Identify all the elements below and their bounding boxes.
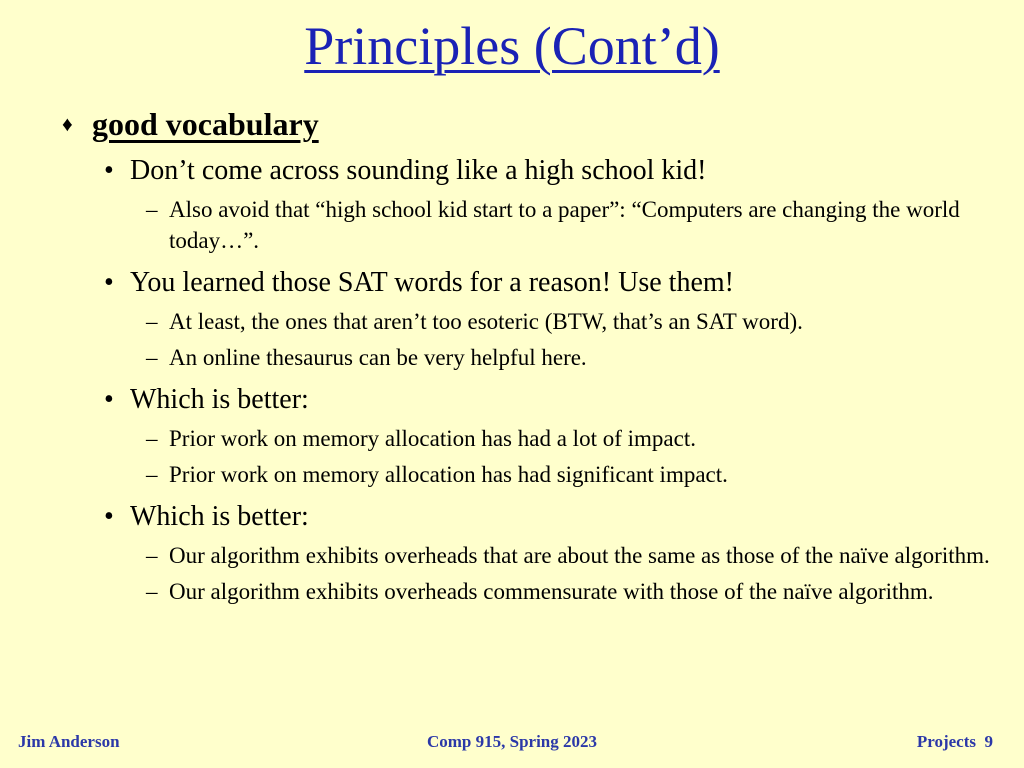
round-bullet-icon: • bbox=[104, 155, 114, 186]
bullet-level3 bbox=[146, 576, 1024, 607]
diamond-bullet-icon: ♦ bbox=[62, 112, 73, 136]
bullet-level3-label: At least, the ones that aren’t too esoteric (BTW, that’s an SAT word). bbox=[169, 309, 803, 334]
bullet-level3 bbox=[146, 459, 1024, 490]
bullet-level3 bbox=[146, 194, 1024, 256]
footer-page-number: Projects 9 bbox=[916, 732, 993, 751]
page-title bbox=[0, 18, 1024, 75]
bullet-level3-label: An online thesaurus can be very helpful here. bbox=[169, 345, 587, 370]
dash-bullet-icon: – bbox=[146, 345, 158, 370]
footer-author: Jim Anderson bbox=[18, 732, 120, 751]
bullet-level3 bbox=[146, 540, 1024, 571]
bullet-level2-label: Which is better: bbox=[130, 384, 309, 415]
bullet-level1-label: good vocabulary bbox=[92, 106, 319, 142]
slide-footer bbox=[0, 732, 1024, 756]
bullet-level2-label: Which is better: bbox=[130, 501, 309, 532]
page-title-text: Principles (Cont’d) bbox=[304, 16, 720, 76]
bullet-level3-label: Prior work on memory allocation has had a lot of impact. bbox=[169, 426, 696, 451]
bullet-level3-label: Also avoid that “high school kid start to a paper”: “Computers are changing the world today…”. bbox=[169, 197, 960, 253]
bullet-level3 bbox=[146, 423, 1024, 454]
dash-bullet-icon: – bbox=[146, 426, 158, 451]
dash-bullet-icon: – bbox=[146, 462, 158, 487]
bullet-level3 bbox=[146, 306, 1024, 337]
round-bullet-icon: • bbox=[104, 501, 114, 532]
bullet-level2 bbox=[104, 264, 1024, 301]
bullet-level2-label: Don’t come across sounding like a high school kid! bbox=[130, 155, 707, 186]
bullet-level3-label: Our algorithm exhibits overheads commensurate with those of the naïve algorithm. bbox=[169, 579, 934, 604]
round-bullet-icon: • bbox=[104, 384, 114, 415]
bullet-level2-label: You learned those SAT words for a reason! Use them! bbox=[130, 267, 734, 298]
dash-bullet-icon: – bbox=[146, 309, 158, 334]
bullet-level3-label: Our algorithm exhibits overheads that are about the same as those of the naïve algorithm. bbox=[169, 543, 990, 568]
bullet-level2 bbox=[104, 381, 1024, 418]
bullet-level3 bbox=[146, 342, 1024, 373]
slide-body bbox=[0, 104, 1024, 607]
bullet-level2 bbox=[104, 498, 1024, 535]
bullet-level2 bbox=[104, 152, 1024, 189]
dash-bullet-icon: – bbox=[146, 197, 158, 222]
bullet-level3-label: Prior work on memory allocation has had significant impact. bbox=[169, 462, 728, 487]
bullet-level1 bbox=[62, 104, 1024, 144]
round-bullet-icon: • bbox=[104, 267, 114, 298]
footer-course: Comp 915, Spring 2023 bbox=[426, 732, 598, 751]
dash-bullet-icon: – bbox=[146, 543, 158, 568]
dash-bullet-icon: – bbox=[146, 579, 158, 604]
